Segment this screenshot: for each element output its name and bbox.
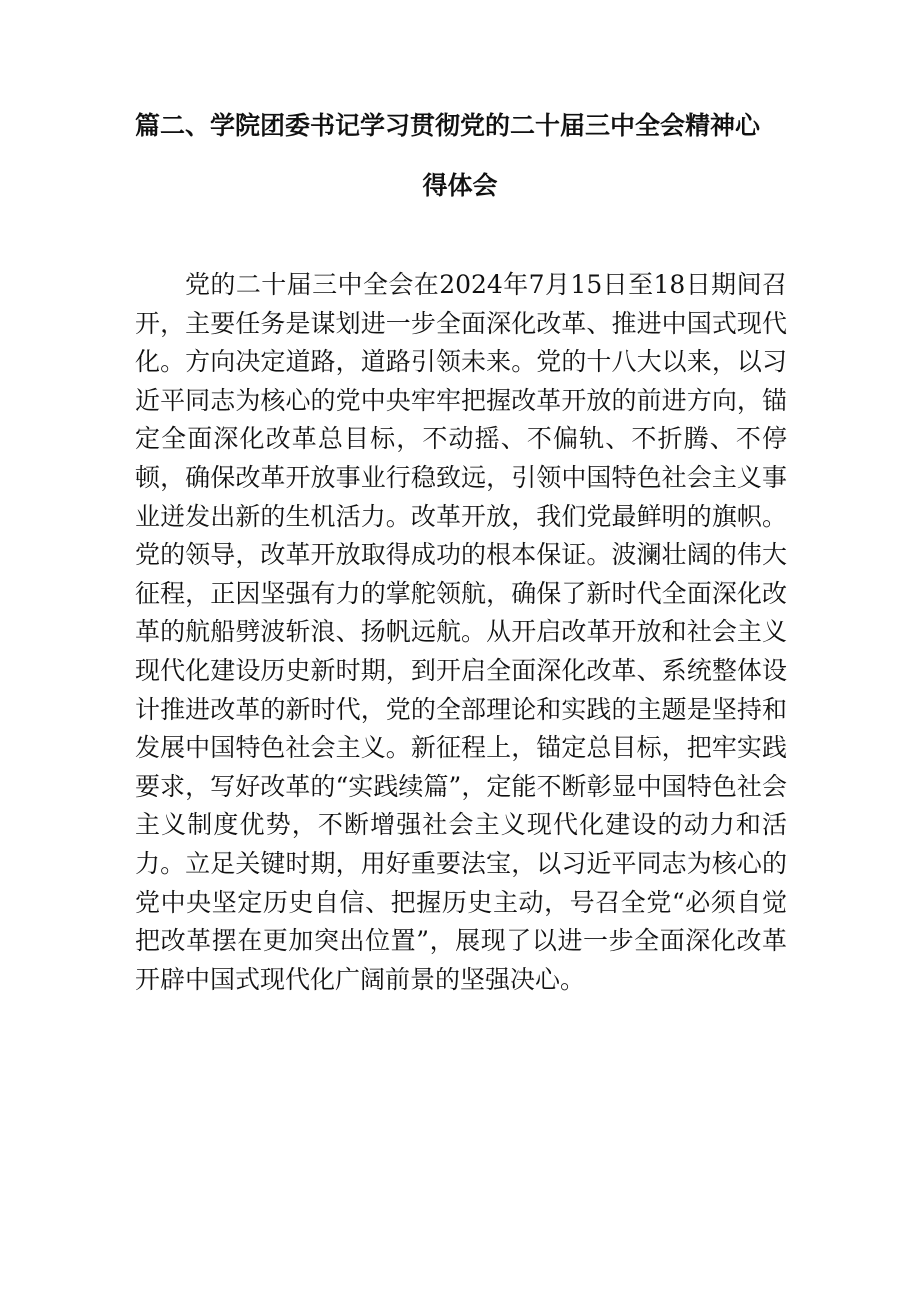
document-title-line-1: 篇二、学院团委书记学习贯彻党的二十届三中全会精神心 — [135, 111, 761, 140]
document-title-line-2: 得体会 — [422, 171, 498, 200]
body-paragraph: 党的二十届三中全会在2024年7月15日至18日期间召开，主要任务是谋划进一步全面深化改革、推进中国式现代化。方向决定道路，道路引领未来。党的十八大以来，以习近平同志为核心的党中央牢牢把握改革开放的前进方向，锚定全面深化改革总目标，不动摇、不偏轨、不折腾、不停顿，确保改革开放事业行稳致远，引领中国特色社会主义事业迸发出新的生机活力。改革开放，我们党最鲜明的旗帜。党的领导，改革开放取得成功的根本保证。波澜壮阔的伟大征程，正因坚强有力的掌舵领航，确保了新时代全面深化改革的航船劈波斩浪、扬帆远航。从开启改革开放和社会主义现代化建设历史新时期，到开启全面深化改革、系统整体设计推进改革的新时代，党的全部理论和实践的主题是坚持和发展中国特色社会主义。新征程上，锚定总目标，把牢实践要求，写好改革的“实践续篇”，定能不断彰显中国特色社会主义制度优势，不断增强社会主义现代化建设的动力和活力。立足关键时期，用好重要法宝，以习近平同志为核心的党中央坚定历史自信、把握历史主动，号召全党“必须自觉把改革摆在更加突出位置”，展现了以进一步全面深化改革开辟中国式现代化广阔前景的坚强决心。 — [135, 270, 787, 994]
